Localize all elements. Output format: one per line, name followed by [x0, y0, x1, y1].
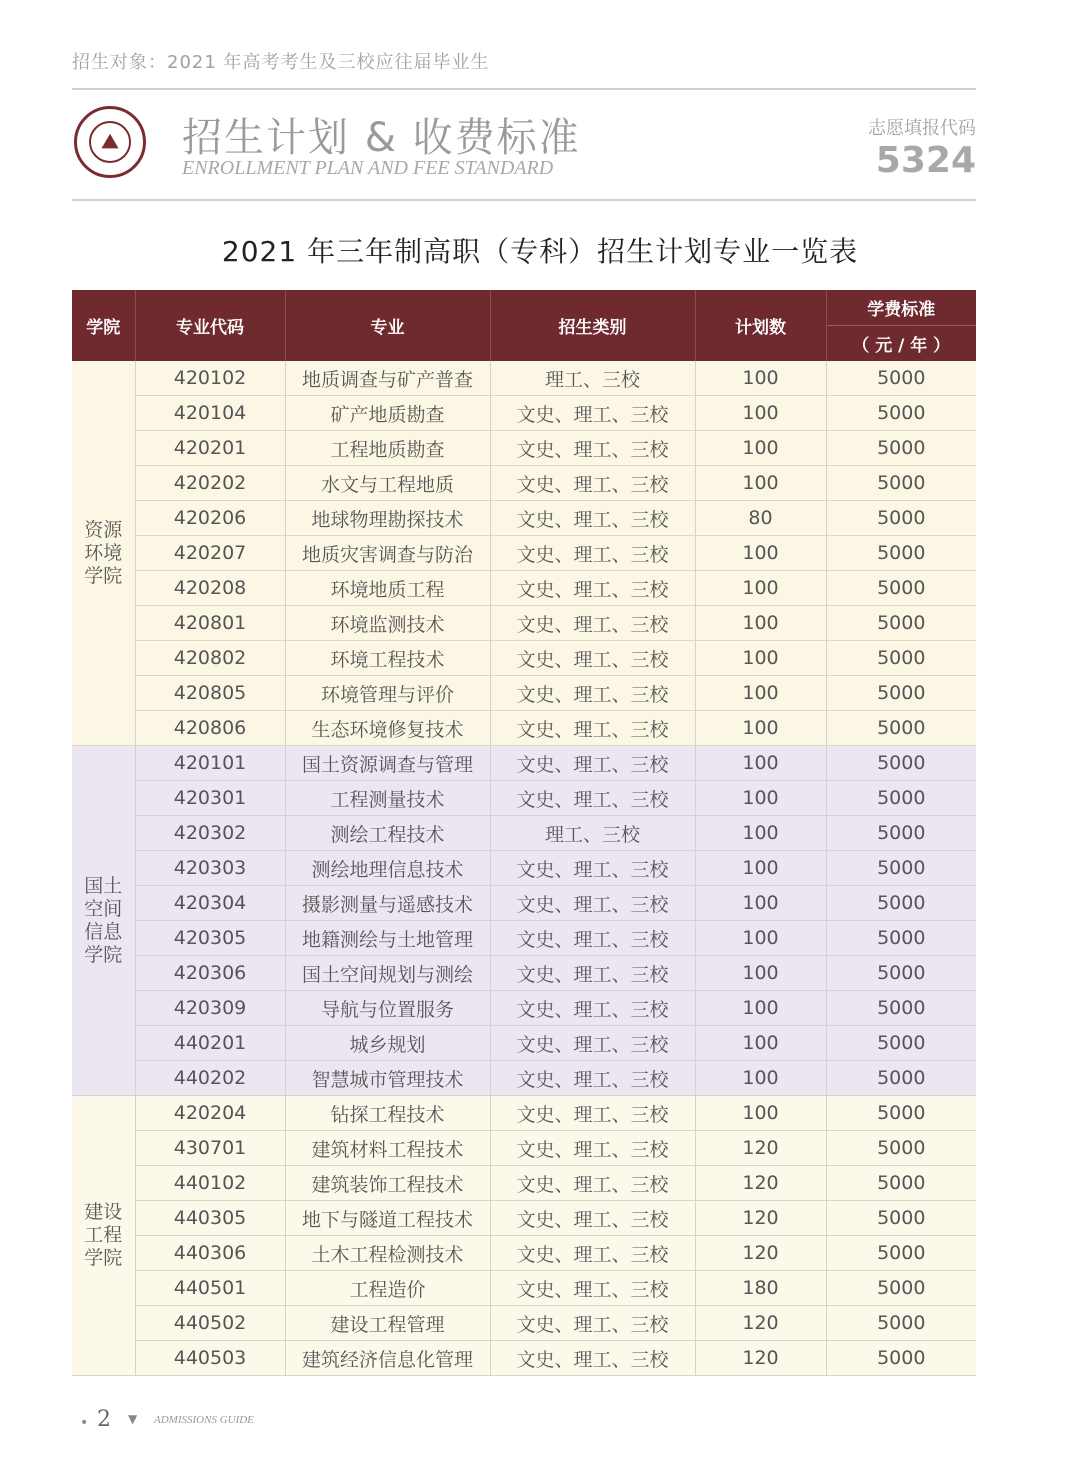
college-cell: [72, 1096, 135, 1376]
enrollment-category: 文史、理工、三校: [490, 991, 695, 1026]
tuition-fee: 5000: [826, 641, 976, 676]
tuition-fee: 5000: [826, 1341, 976, 1376]
enrollment-category: 文史、理工、三校: [490, 1271, 695, 1306]
college-name-line: 资源: [84, 518, 123, 541]
tuition-fee: 5000: [826, 1166, 976, 1201]
college-name-line: 空间: [84, 897, 123, 920]
major-code: 440305: [135, 1201, 285, 1236]
header-fee: 学费标准: [826, 290, 976, 326]
table-row: [72, 956, 976, 991]
major-name: 地球物理勘探技术: [285, 501, 490, 536]
plan-count: 100: [695, 466, 826, 501]
college-name-line: 信息: [84, 920, 123, 943]
enrollment-category: 文史、理工、三校: [490, 1306, 695, 1341]
college-name-line: 建设: [84, 1201, 123, 1223]
enrollment-category: 文史、理工、三校: [490, 1026, 695, 1061]
table-row: [72, 1096, 976, 1131]
section-title-cn: 招生计划 & 收费标准: [182, 115, 581, 161]
plan-count: 100: [695, 606, 826, 641]
section-title-en: ENROLLMENT PLAN AND FEE STANDARD: [182, 157, 554, 179]
target-audience-line: 招生对象：2021 年高考考生及三校应往届毕业生: [72, 52, 490, 73]
tuition-fee: 5000: [826, 676, 976, 711]
enrollment-plan-table: [72, 290, 976, 1376]
major-name: 生态环境修复技术: [285, 711, 490, 746]
table-row: [72, 1026, 976, 1061]
college-name-line: 学院: [84, 564, 123, 587]
enrollment-category: 文史、理工、三校: [490, 1061, 695, 1096]
tuition-fee: 5000: [826, 851, 976, 886]
tuition-fee: 5000: [826, 1061, 976, 1096]
major-name: 环境监测技术: [285, 606, 490, 641]
tuition-fee: 5000: [826, 536, 976, 571]
major-code: 420202: [135, 466, 285, 501]
enrollment-category: 理工、三校: [490, 816, 695, 851]
logo-emblem-icon: ⛰: [101, 129, 119, 153]
table-row: [72, 641, 976, 676]
major-code: 420102: [135, 361, 285, 396]
college-name-line: 环境: [84, 541, 123, 564]
plan-count: 120: [695, 1166, 826, 1201]
plan-count: 120: [695, 1201, 826, 1236]
major-code: 420303: [135, 851, 285, 886]
table-row: [72, 711, 976, 746]
plan-count: 100: [695, 921, 826, 956]
major-name: 导航与位置服务: [285, 991, 490, 1026]
plan-count: 100: [695, 781, 826, 816]
plan-count: 100: [695, 1096, 826, 1131]
plan-count: 100: [695, 1026, 826, 1061]
plan-count: 80: [695, 501, 826, 536]
header-divider-top: [72, 88, 976, 90]
plan-count: 100: [695, 746, 826, 781]
table-row: [72, 536, 976, 571]
table-row: [72, 921, 976, 956]
major-name: 环境地质工程: [285, 571, 490, 606]
enrollment-category: 文史、理工、三校: [490, 676, 695, 711]
tuition-fee: 5000: [826, 956, 976, 991]
header-major: 专业: [285, 290, 490, 361]
plan-count: 120: [695, 1341, 826, 1376]
table-body: [72, 361, 976, 1376]
enrollment-category: 文史、理工、三校: [490, 1201, 695, 1236]
application-code-label: 志愿填报代码: [868, 118, 976, 139]
major-code: 420204: [135, 1096, 285, 1131]
table-row: [72, 1201, 976, 1236]
major-name: 环境管理与评价: [285, 676, 490, 711]
footer-bullet: •: [80, 1415, 89, 1431]
enrollment-category: 文史、理工、三校: [490, 781, 695, 816]
tuition-fee: 5000: [826, 1026, 976, 1061]
table-row: [72, 1306, 976, 1341]
header-fee-unit: （ 元 / 年 ）: [826, 326, 976, 362]
table-row: [72, 781, 976, 816]
major-code: 420207: [135, 536, 285, 571]
plan-count: 100: [695, 886, 826, 921]
enrollment-category: 文史、理工、三校: [490, 606, 695, 641]
plan-count: 100: [695, 431, 826, 466]
major-code: 440306: [135, 1236, 285, 1271]
header-plan: 计划数: [695, 290, 826, 361]
table-row: [72, 991, 976, 1026]
table-row: [72, 361, 976, 396]
major-code: 440503: [135, 1341, 285, 1376]
major-name: 土木工程检测技术: [285, 1236, 490, 1271]
table-row: [72, 396, 976, 431]
table-row: [72, 1061, 976, 1096]
college-cell: [72, 361, 135, 746]
plan-count: 100: [695, 851, 826, 886]
enrollment-category: 文史、理工、三校: [490, 851, 695, 886]
major-code: 440202: [135, 1061, 285, 1096]
plan-count: 100: [695, 361, 826, 396]
enrollment-category: 文史、理工、三校: [490, 396, 695, 431]
plan-count: 180: [695, 1271, 826, 1306]
plan-count: 100: [695, 641, 826, 676]
major-code: 420306: [135, 956, 285, 991]
tuition-fee: 5000: [826, 571, 976, 606]
major-code: 440102: [135, 1166, 285, 1201]
major-code: 430701: [135, 1131, 285, 1166]
major-code: 420304: [135, 886, 285, 921]
major-code: 420305: [135, 921, 285, 956]
plan-count: 120: [695, 1306, 826, 1341]
major-name: 地籍测绘与土地管理: [285, 921, 490, 956]
plan-count: 100: [695, 536, 826, 571]
page-number: 2: [97, 1407, 111, 1432]
major-name: 建设工程管理: [285, 1306, 490, 1341]
application-code-value: 5324: [875, 140, 976, 181]
college-cell: [72, 746, 135, 1096]
header-college: 学院: [72, 290, 135, 361]
enrollment-category: 文史、理工、三校: [490, 1236, 695, 1271]
major-name: 智慧城市管理技术: [285, 1061, 490, 1096]
enrollment-category: 文史、理工、三校: [490, 1341, 695, 1376]
enrollment-category: 文史、理工、三校: [490, 921, 695, 956]
tuition-fee: 5000: [826, 431, 976, 466]
major-code: 420104: [135, 396, 285, 431]
major-code: 420805: [135, 676, 285, 711]
major-name: 建筑装饰工程技术: [285, 1166, 490, 1201]
major-name: 测绘工程技术: [285, 816, 490, 851]
enrollment-category: 文史、理工、三校: [490, 746, 695, 781]
major-code: 420301: [135, 781, 285, 816]
major-code: 420801: [135, 606, 285, 641]
table-row: [72, 571, 976, 606]
major-name: 摄影测量与遥感技术: [285, 886, 490, 921]
tuition-fee: 5000: [826, 1271, 976, 1306]
tuition-fee: 5000: [826, 781, 976, 816]
tuition-fee: 5000: [826, 501, 976, 536]
college-name-line: 工程: [84, 1224, 123, 1246]
enrollment-category: 文史、理工、三校: [490, 956, 695, 991]
major-name: 国土空间规划与测绘: [285, 956, 490, 991]
major-code: 420802: [135, 641, 285, 676]
major-code: 420206: [135, 501, 285, 536]
major-code: 420309: [135, 991, 285, 1026]
tuition-fee: 5000: [826, 816, 976, 851]
footer-guide-text: ADMISSIONS GUIDE: [154, 1414, 254, 1426]
major-name: 建筑经济信息化管理: [285, 1341, 490, 1376]
table-row: [72, 1131, 976, 1166]
table-row: [72, 816, 976, 851]
tuition-fee: 5000: [826, 886, 976, 921]
table-row: [72, 851, 976, 886]
major-name: 矿产地质勘查: [285, 396, 490, 431]
tuition-fee: 5000: [826, 396, 976, 431]
table-row: [72, 1166, 976, 1201]
college-name-line: 学院: [84, 1247, 123, 1269]
enrollment-category: 理工、三校: [490, 361, 695, 396]
table-row: [72, 431, 976, 466]
major-code: 440502: [135, 1306, 285, 1341]
table-row: [72, 1341, 976, 1376]
major-name: 地质灾害调查与防治: [285, 536, 490, 571]
tuition-fee: 5000: [826, 1306, 976, 1341]
table-row: [72, 746, 976, 781]
enrollment-category: 文史、理工、三校: [490, 501, 695, 536]
major-name: 建筑材料工程技术: [285, 1131, 490, 1166]
table-header-row: [72, 290, 976, 326]
enrollment-category: 文史、理工、三校: [490, 711, 695, 746]
header-divider-bottom: [72, 199, 976, 201]
plan-count: 100: [695, 991, 826, 1026]
college-name-line: 学院: [84, 943, 123, 966]
college-name-line: 国土: [84, 874, 123, 897]
major-name: 钻探工程技术: [285, 1096, 490, 1131]
table-row: [72, 886, 976, 921]
tuition-fee: 5000: [826, 746, 976, 781]
tuition-fee: 5000: [826, 991, 976, 1026]
major-code: 440501: [135, 1271, 285, 1306]
enrollment-category: 文史、理工、三校: [490, 1096, 695, 1131]
major-name: 工程造价: [285, 1271, 490, 1306]
header-code: 专业代码: [135, 290, 285, 361]
table-row: [72, 1236, 976, 1271]
major-name: 地质调查与矿产普查: [285, 361, 490, 396]
enrollment-category: 文史、理工、三校: [490, 536, 695, 571]
tuition-fee: 5000: [826, 466, 976, 501]
tuition-fee: 5000: [826, 921, 976, 956]
header-category: 招生类别: [490, 290, 695, 361]
enrollment-category: 文史、理工、三校: [490, 571, 695, 606]
tuition-fee: 5000: [826, 1201, 976, 1236]
enrollment-category: 文史、理工、三校: [490, 641, 695, 676]
enrollment-category: 文史、理工、三校: [490, 886, 695, 921]
major-name: 工程地质勘查: [285, 431, 490, 466]
table-row: [72, 466, 976, 501]
plan-count: 120: [695, 1236, 826, 1271]
table-row: [72, 1271, 976, 1306]
footer-triangle-icon: ▼: [128, 1412, 138, 1426]
enrollment-category: 文史、理工、三校: [490, 466, 695, 501]
enrollment-category: 文史、理工、三校: [490, 1166, 695, 1201]
major-name: 环境工程技术: [285, 641, 490, 676]
plan-count: 100: [695, 1061, 826, 1096]
table-row: [72, 501, 976, 536]
plan-count: 100: [695, 711, 826, 746]
major-code: 440201: [135, 1026, 285, 1061]
tuition-fee: 5000: [826, 606, 976, 641]
plan-count: 100: [695, 396, 826, 431]
major-code: 420208: [135, 571, 285, 606]
major-code: 420806: [135, 711, 285, 746]
table-row: [72, 606, 976, 641]
college-logo: [74, 106, 146, 178]
enrollment-category: 文史、理工、三校: [490, 1131, 695, 1166]
major-code: 420201: [135, 431, 285, 466]
major-name: 城乡规划: [285, 1026, 490, 1061]
plan-count: 100: [695, 816, 826, 851]
table-title: 2021 年三年制高职（专科）招生计划专业一览表: [221, 235, 859, 268]
major-name: 水文与工程地质: [285, 466, 490, 501]
tuition-fee: 5000: [826, 1236, 976, 1271]
tuition-fee: 5000: [826, 711, 976, 746]
table-row: [72, 676, 976, 711]
major-name: 国土资源调查与管理: [285, 746, 490, 781]
major-name: 地下与隧道工程技术: [285, 1201, 490, 1236]
plan-count: 120: [695, 1131, 826, 1166]
tuition-fee: 5000: [826, 1131, 976, 1166]
plan-count: 100: [695, 956, 826, 991]
plan-count: 100: [695, 676, 826, 711]
major-code: 420302: [135, 816, 285, 851]
enrollment-category: 文史、理工、三校: [490, 431, 695, 466]
tuition-fee: 5000: [826, 361, 976, 396]
major-code: 420101: [135, 746, 285, 781]
plan-count: 100: [695, 571, 826, 606]
major-name: 测绘地理信息技术: [285, 851, 490, 886]
major-name: 工程测量技术: [285, 781, 490, 816]
tuition-fee: 5000: [826, 1096, 976, 1131]
